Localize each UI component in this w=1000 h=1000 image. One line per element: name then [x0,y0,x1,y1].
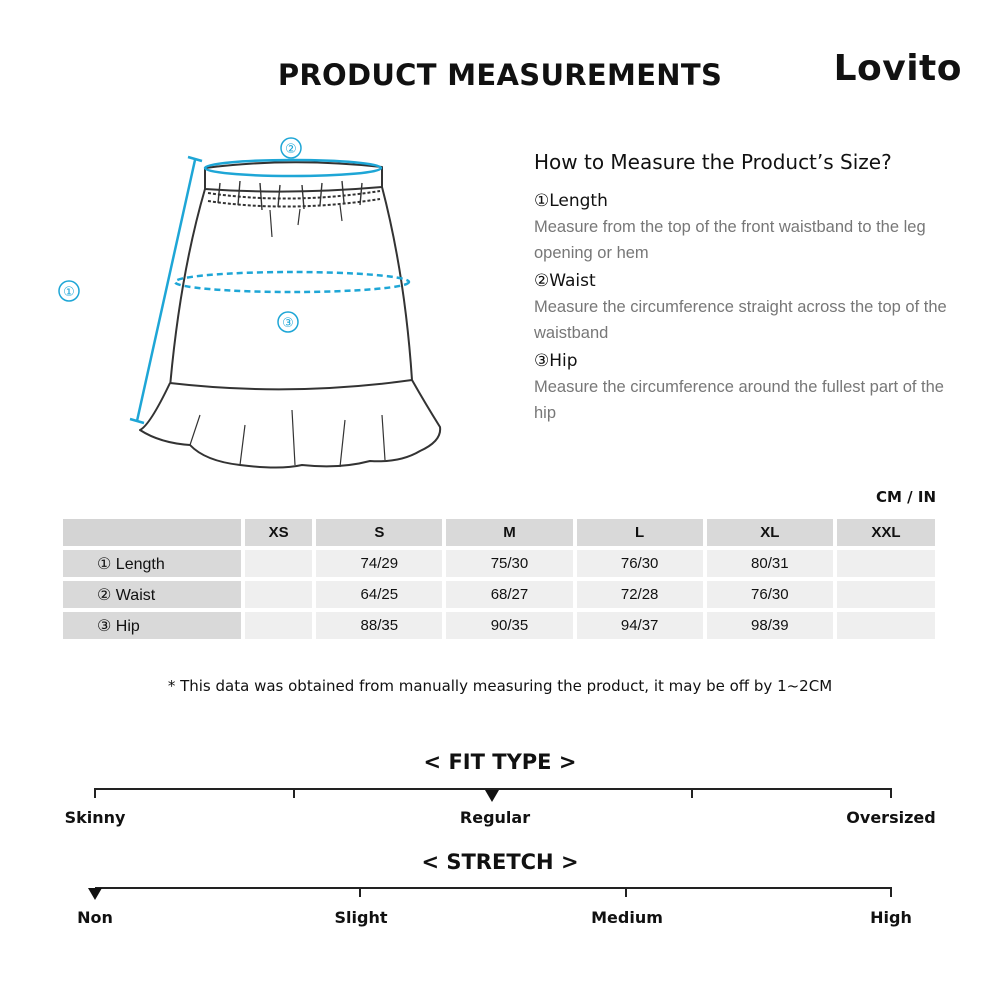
table-cell: 74/29 [316,550,442,577]
size-header-xxl: XXL [837,519,935,546]
stretch-label-non: Non [77,908,113,927]
measurement-note: * This data was obtained from manually measuring the product, it may be off by 1~2CM [167,677,833,695]
fit-type-tick [691,788,693,798]
table-row [63,581,935,608]
size-header-xs: XS [245,519,312,546]
table-cell [837,550,935,577]
table-cell: 98/39 [707,612,833,639]
table-cell: 94/37 [577,612,703,639]
table-cell [837,581,935,608]
length-description: Measure from the top of the front waistband to the leg opening or hem [534,218,926,262]
stretch-label-slight: Slight [334,908,388,927]
stretch-tick [625,887,627,897]
table-cell: 64/25 [316,581,442,608]
stretch-title: < STRETCH > [421,850,579,874]
length-title: ①Length [534,191,608,211]
table-cell [245,612,312,639]
table-cell: 76/30 [707,581,833,608]
stretch-label-high: High [870,908,912,927]
fit-type-label-oversized: Oversized [846,808,936,827]
waist-description: Measure the circumference straight across the top of the waistband [534,298,947,342]
brand-logo: Lovito [833,48,962,89]
table-header-row [63,519,935,546]
size-header-m: M [446,519,572,546]
size-table [59,515,939,643]
waist-title: ②Waist [534,271,596,291]
hip-title: ③Hip [534,351,578,371]
table-cell: 90/35 [446,612,572,639]
stretch-tick [359,887,361,897]
page-title: PRODUCT MEASUREMENTS [277,58,723,92]
stretch-label-medium: Medium [591,908,663,927]
skirt-diagram [40,125,510,485]
how-to-measure-heading: How to Measure the Product’s Size? [534,150,892,174]
table-cell: 80/31 [707,550,833,577]
length-marker-label: ① [63,285,75,300]
how-to-measure-section [534,150,964,430]
table-cell: 88/35 [316,612,442,639]
stretch-marker-icon [88,888,102,900]
hip-description: Measure the circumference around the fullest part of the hip [534,378,944,422]
table-cell: 72/28 [577,581,703,608]
table-cell: 68/27 [446,581,572,608]
size-header-l: L [577,519,703,546]
table-row [63,612,935,639]
stretch-scale [95,887,892,889]
size-header-xl: XL [707,519,833,546]
table-cell [837,612,935,639]
fit-type-label-regular: Regular [459,808,531,827]
table-cell [245,581,312,608]
fit-type-tick [293,788,295,798]
table-row [63,550,935,577]
fit-type-marker-icon [485,790,499,802]
hip-marker-label: ③ [282,316,294,331]
table-cell: 75/30 [446,550,572,577]
fit-type-tick [890,788,892,798]
table-cell [245,550,312,577]
fit-type-label-skinny: Skinny [64,808,126,827]
unit-label: CM / IN [876,488,936,506]
size-header-s: S [316,519,442,546]
fit-type-title: < FIT TYPE > [423,750,577,774]
fit-type-tick [94,788,96,798]
row-label-length: ① Length [63,550,241,577]
table-cell: 76/30 [577,550,703,577]
table-corner-cell [63,519,241,546]
row-label-waist: ② Waist [63,581,241,608]
stretch-tick [890,887,892,897]
row-label-hip: ③ Hip [63,612,241,639]
waist-marker-label: ② [285,142,297,157]
